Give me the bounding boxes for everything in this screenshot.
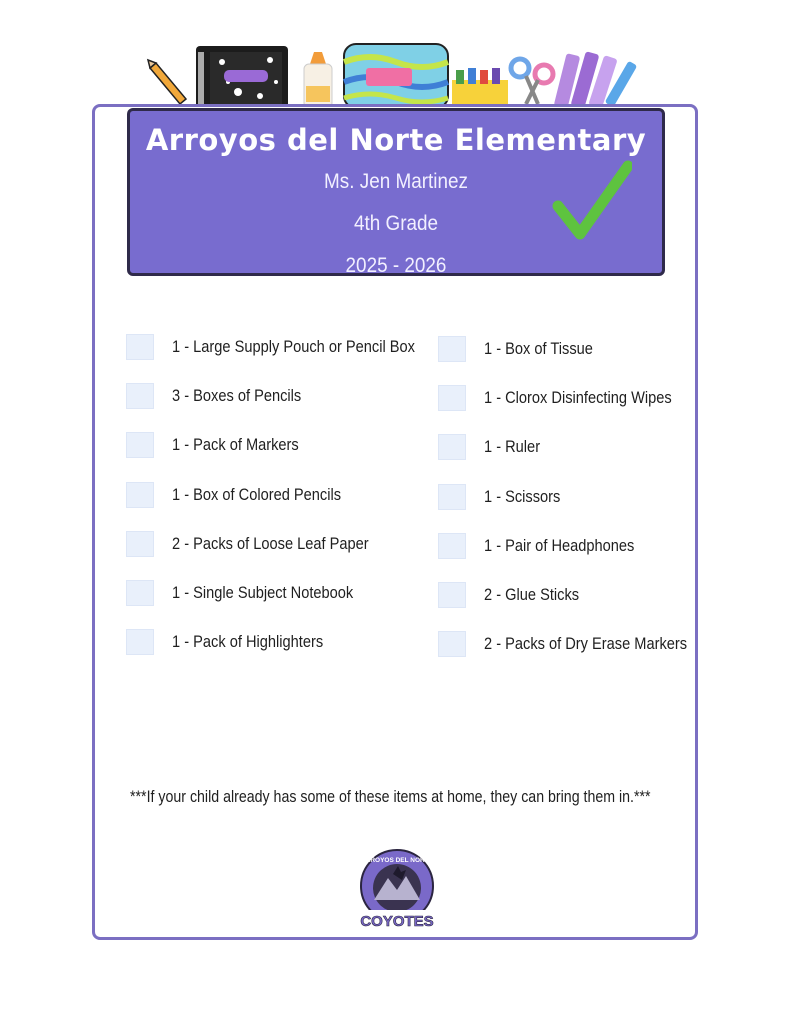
- item-label: 1 - Ruler: [484, 437, 541, 457]
- list-item: [438, 373, 720, 422]
- school-year: 2025 - 2026: [345, 254, 447, 277]
- list-item: [438, 472, 720, 521]
- supply-list-right: [438, 324, 720, 669]
- checkbox[interactable]: [438, 533, 466, 559]
- list-item: [438, 423, 720, 472]
- item-label: 1 - Pack of Markers: [172, 435, 299, 455]
- checkbox[interactable]: [438, 434, 466, 460]
- checkbox[interactable]: [438, 582, 466, 608]
- coyotes-logo-icon: [356, 848, 438, 934]
- item-label: 1 - Large Supply Pouch or Pencil Box: [172, 336, 416, 356]
- checkmark-icon: [552, 160, 632, 242]
- list-item: [126, 421, 455, 470]
- notebook-icon: [196, 46, 288, 108]
- list-item: [126, 568, 455, 617]
- list-item: [126, 519, 455, 568]
- scissors-icon: [511, 59, 553, 104]
- item-label: 1 - Box of Colored Pencils: [172, 484, 342, 504]
- school-name: Arroyos del Norte Elementary: [145, 123, 647, 157]
- list-item: [126, 371, 455, 420]
- school-supplies-illustration: [140, 38, 650, 110]
- checkbox[interactable]: [126, 334, 154, 360]
- checkbox[interactable]: [126, 383, 154, 409]
- list-item: [126, 322, 455, 371]
- list-item: [126, 470, 455, 519]
- item-label: 1 - Single Subject Notebook: [172, 583, 354, 603]
- logo-ring-text: ARROYOS DEL NORTE: [360, 857, 434, 864]
- supply-list-left: [126, 322, 455, 667]
- glue-bottle-icon: [304, 52, 332, 108]
- list-item: [126, 618, 455, 667]
- checkbox[interactable]: [438, 336, 466, 362]
- item-label: 1 - Pair of Headphones: [484, 535, 635, 555]
- checkbox[interactable]: [438, 631, 466, 657]
- item-label: 3 - Boxes of Pencils: [172, 385, 302, 405]
- item-label: 2 - Glue Sticks: [484, 585, 580, 605]
- checkbox[interactable]: [126, 580, 154, 606]
- checkbox[interactable]: [438, 385, 466, 411]
- checkbox[interactable]: [126, 629, 154, 655]
- pencil-case-icon: [344, 44, 448, 108]
- list-item: [438, 570, 720, 619]
- grade-level: 4th Grade: [353, 212, 439, 235]
- logo-name: COYOTES: [360, 913, 434, 930]
- item-label: 1 - Box of Tissue: [484, 338, 593, 358]
- markers-icon: [554, 51, 638, 109]
- item-label: 1 - Pack of Highlighters: [172, 632, 324, 652]
- footer-note: ***If your child already has some of these items at home, they can bring them in.***: [130, 788, 651, 806]
- list-item: [438, 324, 720, 373]
- list-item: [438, 620, 720, 669]
- teacher-name: Ms. Jen Martinez: [324, 170, 468, 193]
- item-label: 2 - Packs of Loose Leaf Paper: [172, 533, 369, 553]
- checkbox[interactable]: [126, 531, 154, 557]
- item-label: 2 - Packs of Dry Erase Markers: [484, 634, 688, 654]
- checkbox[interactable]: [126, 432, 154, 458]
- list-item: [438, 521, 720, 570]
- item-label: 1 - Scissors: [484, 486, 561, 506]
- pencil-icon: [148, 60, 186, 104]
- checkbox[interactable]: [126, 482, 154, 508]
- checkbox[interactable]: [438, 484, 466, 510]
- item-label: 1 - Clorox Disinfecting Wipes: [484, 387, 672, 407]
